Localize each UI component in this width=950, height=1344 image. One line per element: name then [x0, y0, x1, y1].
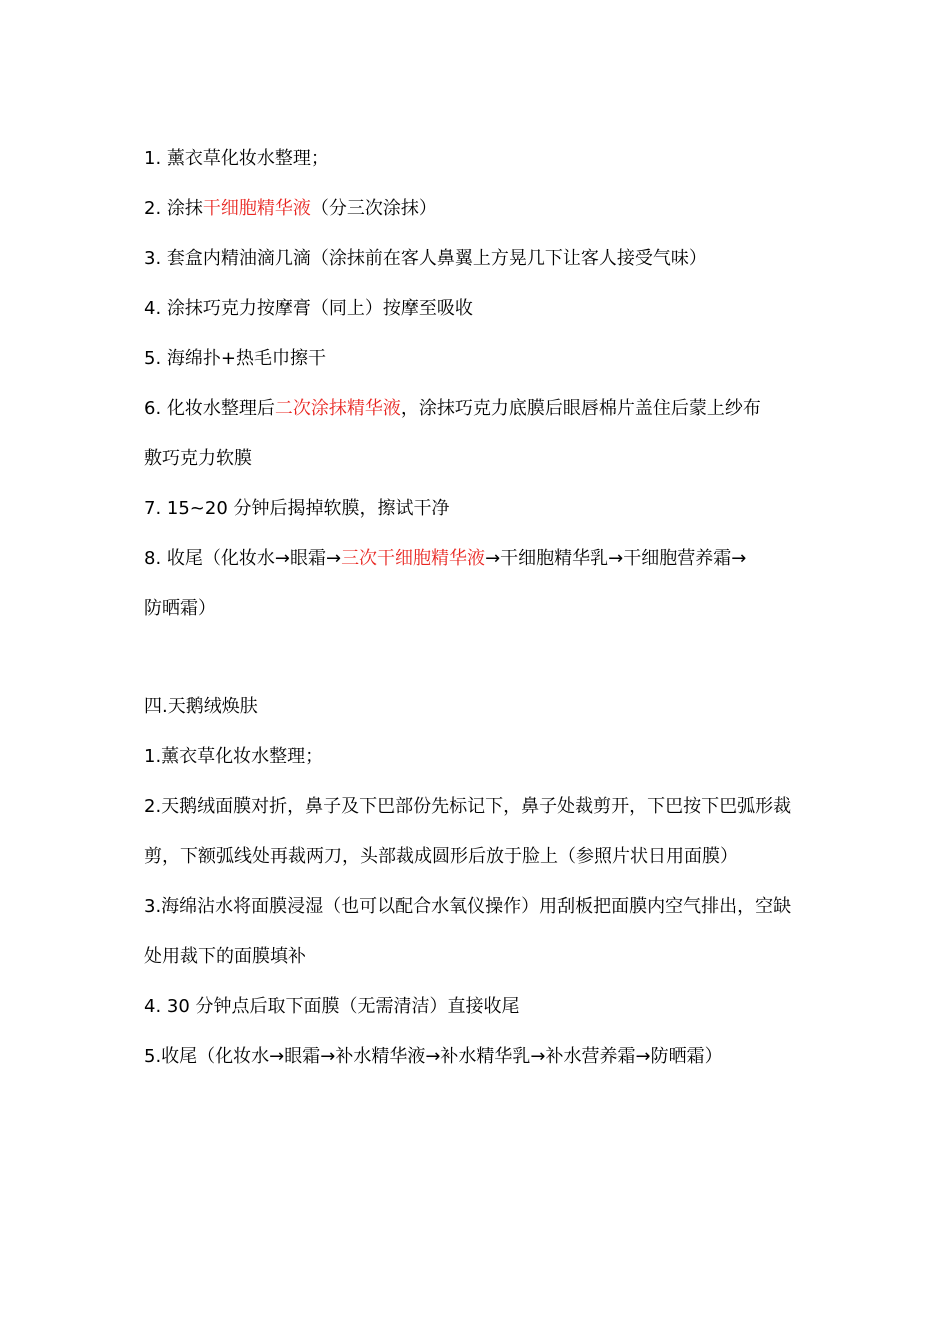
- s4-step-3-line-1: 3.海绵沾水将面膜浸湿（也可以配合水氧仪操作）用刮板把面膜内空气排出，空缺: [144, 896, 792, 917]
- step-2-prefix: 2. 涂抹: [144, 198, 203, 219]
- section-4-title: 四.天鹅绒焕肤: [144, 696, 258, 717]
- step-1: 1. 薰衣草化妆水整理；: [144, 148, 329, 169]
- step-6-suffix: ，涂抹巧克力底膜后眼唇棉片盖住后蒙上纱布: [400, 398, 761, 419]
- s4-step-1: 1.薰衣草化妆水整理；: [144, 746, 324, 767]
- step-2: [144, 184, 824, 234]
- step-4: 4. 涂抹巧克力按摩膏（同上）按摩至吸收: [144, 298, 473, 319]
- s4-step-5: 5.收尾（化妆水→眼霜→补水精华液→补水精华乳→补水营养霜→防晒霜）: [144, 1046, 723, 1067]
- s4-step-2-line-2: 剪，下额弧线处再裁两刀，头部裁成圆形后放于脸上（参照片状日用面膜）: [144, 846, 738, 867]
- step-6-continuation: 敷巧克力软膜: [144, 448, 252, 469]
- step-7: 7. 15~20 分钟后揭掉软膜，擦试干净: [144, 498, 450, 519]
- section-gap: [144, 634, 824, 682]
- step-8-highlight: 三次干细胞精华液: [341, 548, 486, 569]
- step-6-highlight: 二次涂抹精华液: [274, 398, 401, 419]
- step-8-prefix: 8. 收尾（化妆水→眼霜→: [144, 548, 342, 569]
- step-6: [144, 384, 824, 434]
- step-2-highlight: 干细胞精华液: [202, 198, 311, 219]
- s4-step-3-line-2: 处用裁下的面膜填补: [144, 946, 306, 967]
- step-6-prefix: 6. 化妆水整理后: [144, 398, 275, 419]
- s4-step-2-line-1: 2.天鹅绒面膜对折，鼻子及下巴部份先标记下，鼻子处裁剪开，下巴按下巴弧形裁: [144, 796, 792, 817]
- document-body: [144, 134, 824, 1082]
- step-8-continuation: 防晒霜）: [144, 598, 216, 619]
- step-8-suffix: →干细胞精华乳→干细胞营养霜→: [485, 548, 747, 569]
- step-5: 5. 海绵扑+热毛巾擦干: [144, 348, 326, 369]
- step-8: [144, 534, 824, 584]
- step-2-suffix: （分三次涂抹）: [310, 198, 437, 219]
- step-3: 3. 套盒内精油滴几滴（涂抹前在客人鼻翼上方晃几下让客人接受气味）: [144, 248, 707, 269]
- s4-step-4: 4. 30 分钟点后取下面膜（无需清洁）直接收尾: [144, 996, 520, 1017]
